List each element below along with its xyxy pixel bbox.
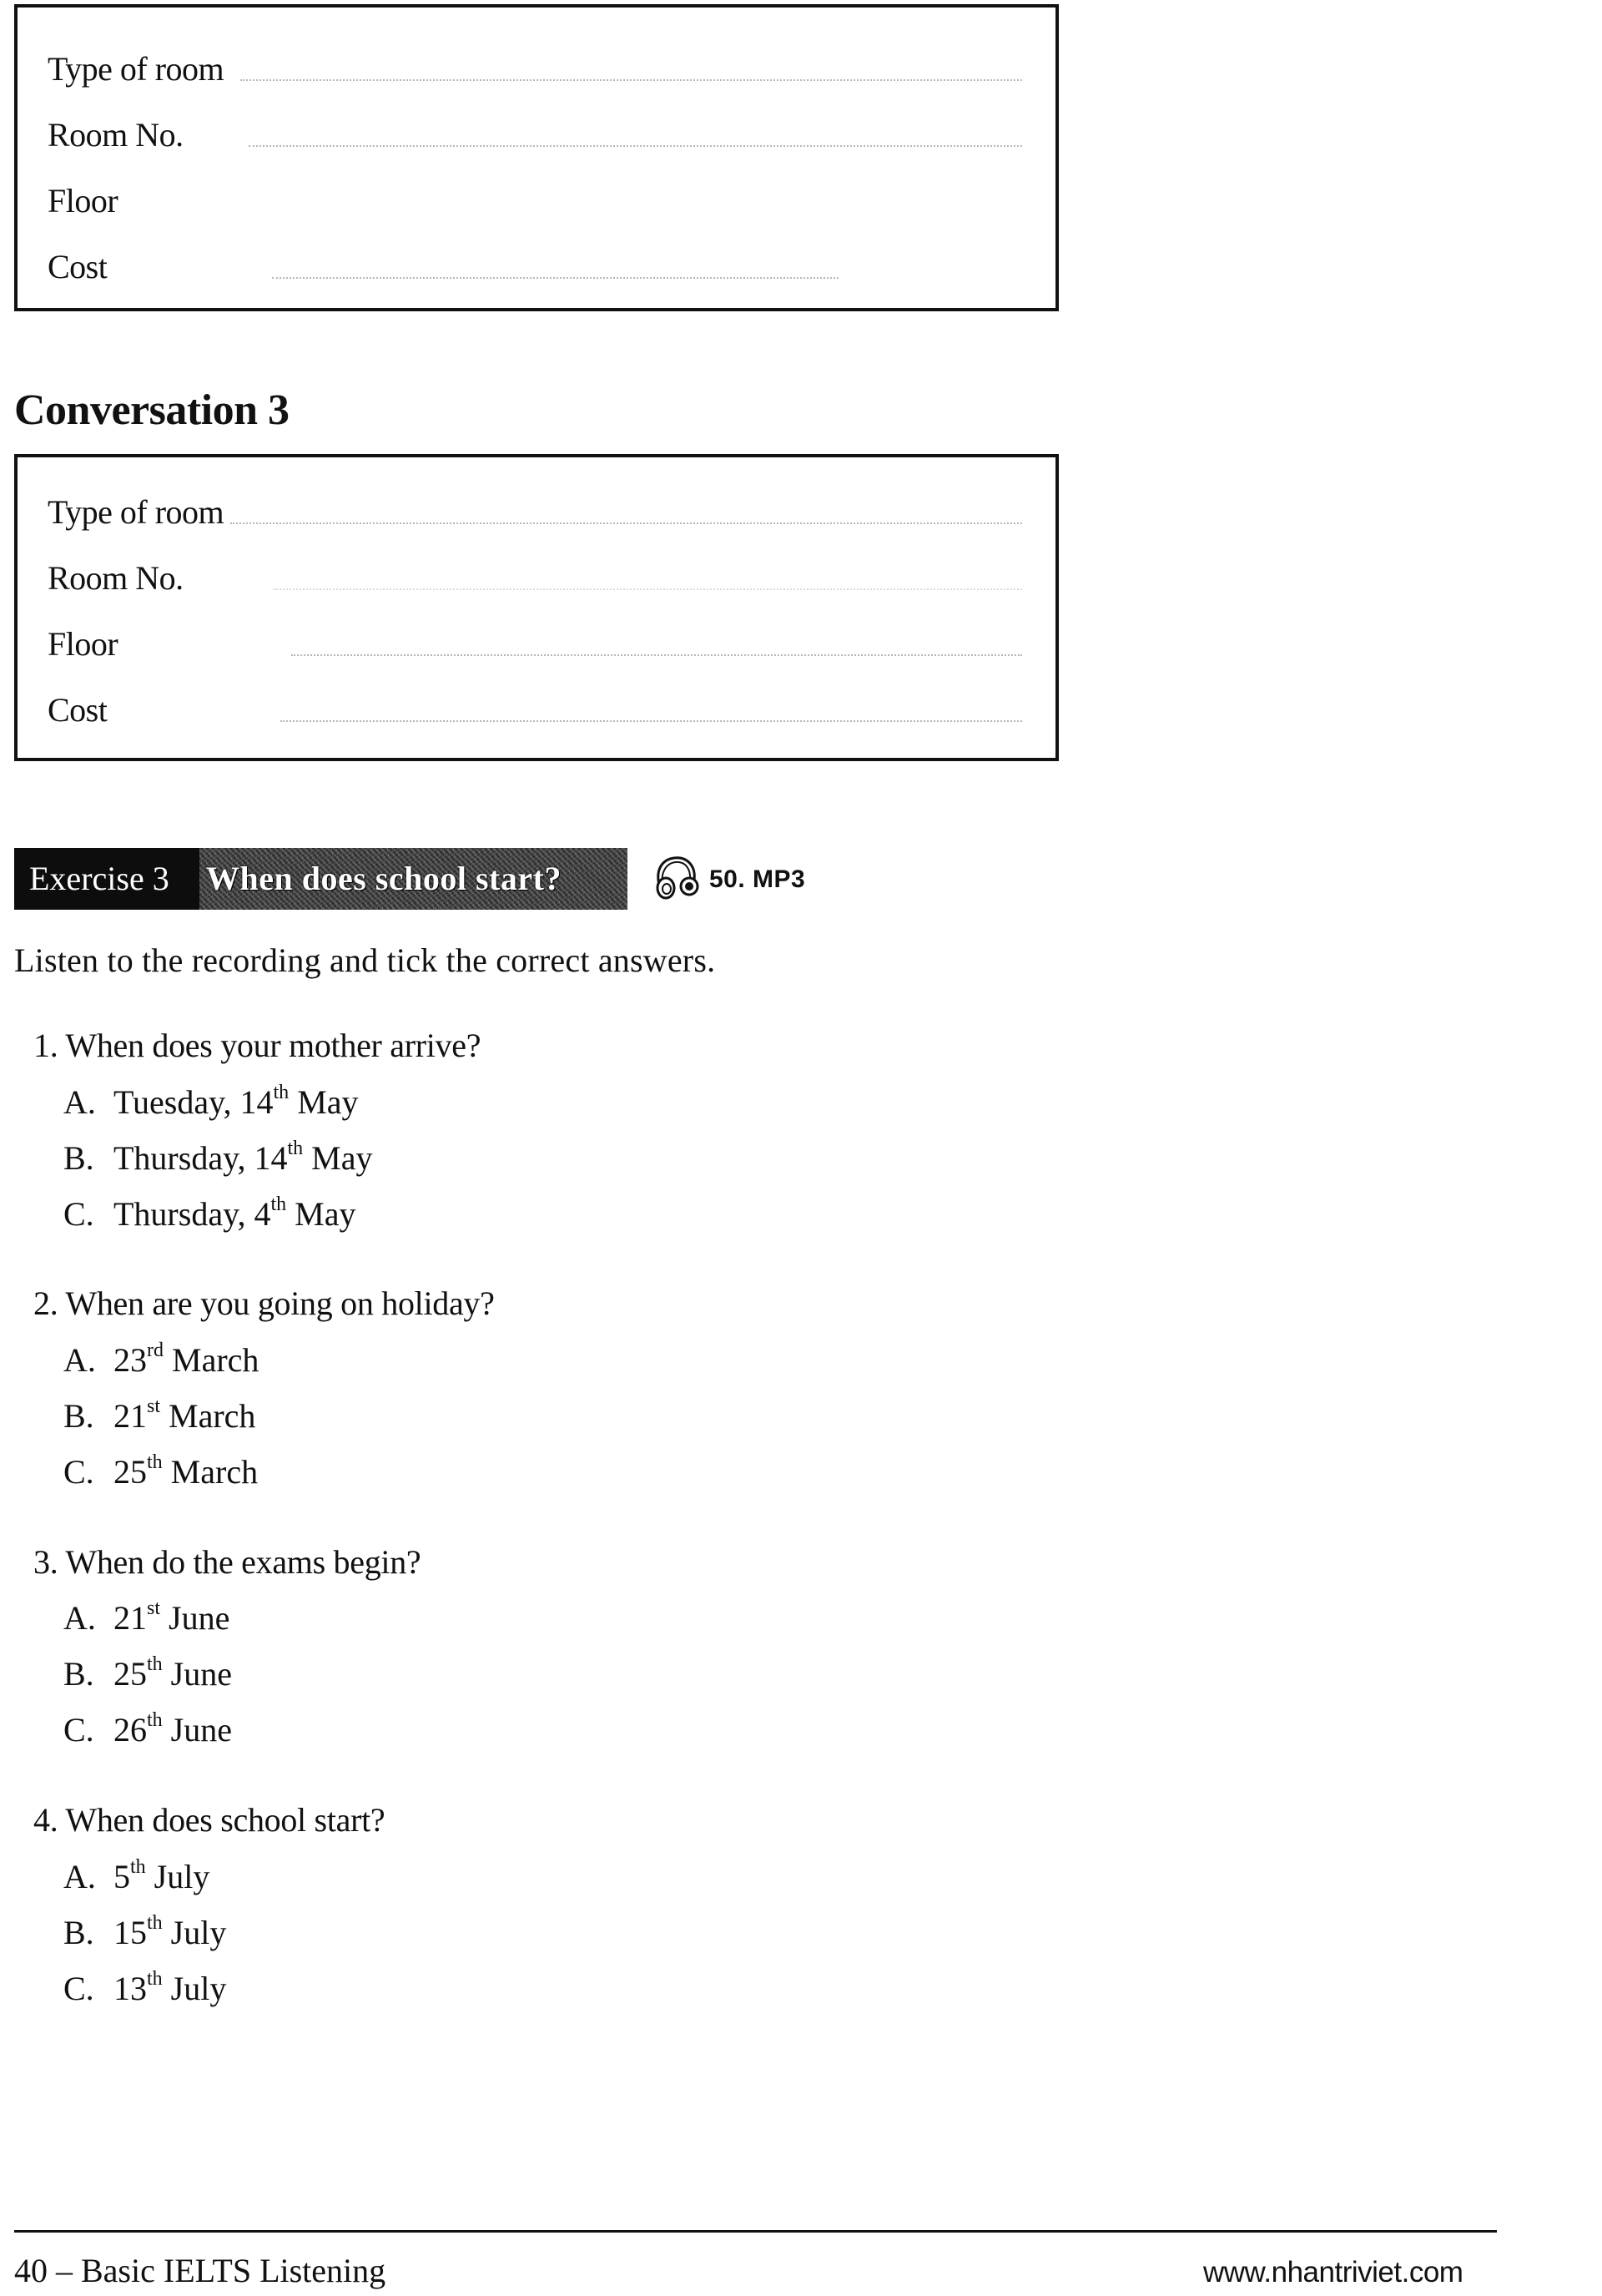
question-3-option-b[interactable] [63,1653,232,1695]
option-letter: B. [63,1139,94,1177]
exercise-number-label: Exercise 3 [14,848,199,910]
option-letter: B. [63,1655,94,1693]
floor-label: Floor [48,182,118,220]
room-no-label: Room No. [48,116,184,154]
question-1-option-c[interactable] [63,1193,355,1235]
conversation-3-heading: Conversation 3 [14,386,290,434]
footer-page-info: 40 – Basic IELTS Listening [14,2252,386,2289]
option-month: June [162,1711,232,1748]
option-letter: A. [63,1341,96,1379]
conversation-2-form-box [14,4,1059,311]
conversation-3-form-box [14,454,1059,761]
ordinal-suffix: st [147,1597,161,1619]
ordinal-suffix: rd [147,1339,164,1361]
option-text: 21 [113,1397,147,1435]
question-2-option-b[interactable] [63,1395,255,1437]
option-month: June [162,1655,232,1693]
room-no-blank[interactable] [249,145,1022,147]
question-1-option-a[interactable] [63,1082,359,1123]
exercise-instruction: Listen to the recording and tick the correct answers. [14,941,716,979]
question-3 [33,1542,421,1583]
cost-blank[interactable] [280,720,1022,722]
option-month: May [303,1139,373,1177]
option-text: 13 [113,1970,147,2007]
floor-blank[interactable] [291,654,1022,656]
ordinal-suffix: th [270,1193,287,1215]
room-no-row [48,110,1022,152]
footer-divider [14,2230,1497,2233]
question-number: 2. [33,1284,58,1322]
type-of-room-row [48,487,1022,529]
question-1-option-b[interactable] [63,1138,372,1179]
option-text: Tuesday, 14 [113,1083,274,1121]
option-text: 25 [113,1453,147,1491]
option-text: 25 [113,1655,147,1693]
option-month: March [164,1341,259,1379]
type-of-room-row [48,44,1022,86]
question-text: When does school start? [65,1801,385,1839]
type-of-room-label: Type of room [48,493,224,531]
option-letter: C. [63,1195,94,1233]
type-of-room-blank[interactable] [230,522,1022,524]
cost-row [48,242,1022,284]
floor-label: Floor [48,625,118,663]
question-2-option-c[interactable] [63,1451,258,1493]
cost-label: Cost [48,691,108,729]
ordinal-suffix: th [147,1451,163,1473]
question-text: When do the exams begin? [65,1543,421,1581]
option-text: 5 [113,1858,130,1895]
question-2-option-a[interactable] [63,1340,259,1381]
ordinal-suffix: th [147,1967,163,1990]
question-4-option-b[interactable] [63,1912,226,1954]
option-letter: A. [63,1083,96,1121]
option-letter: C. [63,1970,94,2007]
ordinal-suffix: th [147,1653,163,1675]
type-of-room-blank[interactable] [240,79,1022,81]
cost-row [48,685,1022,727]
cost-blank[interactable] [272,277,839,279]
option-letter: A. [63,1858,96,1895]
headphones-icon [652,855,701,904]
room-no-label: Room No. [48,559,184,597]
room-no-blank[interactable] [274,588,1022,590]
option-month: May [286,1195,356,1233]
ordinal-suffix: th [147,1911,163,1934]
question-3-option-a[interactable] [63,1597,229,1639]
type-of-room-label: Type of room [48,50,224,88]
room-no-row [48,553,1022,595]
floor-row [48,619,1022,661]
exercise-title: When does school start? [199,848,627,910]
option-month: March [160,1397,256,1435]
option-letter: B. [63,1914,94,1951]
option-month: May [289,1083,359,1121]
question-2 [33,1283,495,1325]
ordinal-suffix: th [130,1855,146,1878]
option-text: 21 [113,1599,147,1637]
ordinal-suffix: st [147,1395,161,1417]
question-3-option-c[interactable] [63,1709,232,1751]
ordinal-suffix: th [287,1137,304,1159]
question-4-option-a[interactable] [63,1856,209,1898]
exercise-header [14,848,627,910]
question-1 [33,1025,481,1067]
option-month: July [162,1970,227,2007]
option-text: 23 [113,1341,147,1379]
question-4-option-c[interactable] [63,1968,226,2010]
ordinal-suffix: th [147,1708,163,1731]
option-month: June [160,1599,230,1637]
footer-website-link[interactable]: www.nhantriviet.com [1203,2256,1463,2288]
question-number: 1. [33,1027,58,1064]
ordinal-suffix: th [273,1081,290,1103]
option-month: March [162,1453,259,1491]
question-text: When are you going on holiday? [65,1284,495,1322]
audio-track-reference[interactable] [652,855,805,904]
question-4 [33,1799,385,1841]
option-text: 26 [113,1711,147,1748]
audio-track-label: 50. MP3 [709,865,806,893]
question-number: 3. [33,1543,58,1581]
option-text: Thursday, 4 [113,1195,271,1233]
option-text: Thursday, 14 [113,1139,288,1177]
option-letter: A. [63,1599,96,1637]
option-month: July [145,1858,210,1895]
floor-row [48,176,1022,218]
option-text: 15 [113,1914,147,1951]
option-letter: C. [63,1453,94,1491]
option-letter: B. [63,1397,94,1435]
option-month: July [162,1914,227,1951]
cost-label: Cost [48,248,108,285]
question-text: When does your mother arrive? [65,1027,481,1064]
option-letter: C. [63,1711,94,1748]
question-number: 4. [33,1801,58,1839]
